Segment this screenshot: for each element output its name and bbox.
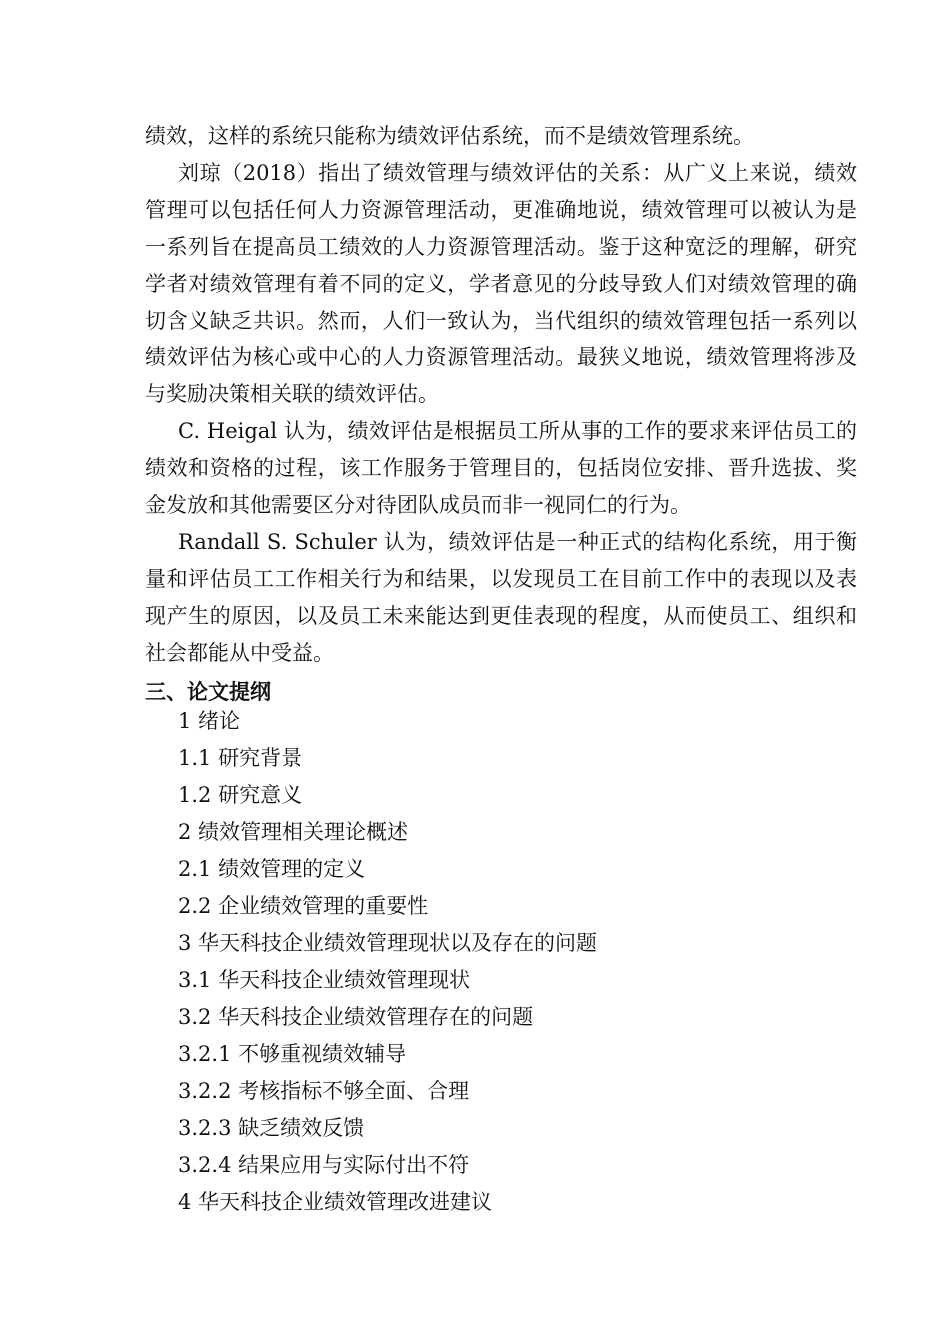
outline-item: 4 华天科技企业绩效管理改进建议 (178, 1190, 493, 1214)
outline-list (178, 703, 597, 1221)
outline-item: 1.2 研究意义 (178, 783, 303, 807)
paragraph-heigal: C. Heigal 认为，绩效评估是根据员工所从事的工作的要求来评估员工的绩效和资格的过程，该工作服务于管理目的，包括岗位安排、晋升选拔、奖金发放和其他需要区分对待团队成员而非一视同仁的行为。 (145, 419, 857, 518)
section-heading-outline: 三、论文提纲 (145, 680, 271, 704)
outline-item: 3.2.1 不够重视绩效辅导 (178, 1042, 407, 1066)
paragraph-liu-qiong: 刘琼（2018）指出了绩效管理与绩效评估的关系：从广义上来说，绩效管理可以包括任何人力资源管理活动，更准确地说，绩效管理可以被认为是一系列旨在提高员工绩效的人力资源管理活动。鉴于这种宽泛的理解，研究学者对绩效管理有着不同的定义，学者意见的分歧导致人们对绩效管理的确切含义缺乏共识。然而，人们一致认为，当代组织的绩效管理包括一系列以绩效评估为核心或中心的人力资源管理活动。最狭义地说，绩效管理将涉及与奖励决策相关联的绩效评估。 (145, 160, 857, 407)
outline-item: 3.1 华天科技企业绩效管理现状 (178, 968, 471, 992)
body-text (145, 118, 857, 672)
paragraph-schuler: Randall S. Schuler 认为，绩效评估是一种正式的结构化系统，用于衡量和评估员工工作相关行为和结果，以发现员工在目前工作中的表现以及表现产生的原因，以及员工未来能达到更佳表现的程度，从而使员工、组织和社会都能从中受益。 (145, 529, 857, 665)
outline-item: 1.1 研究背景 (178, 746, 303, 770)
outline-item: 3 华天科技企业绩效管理现状以及存在的问题 (178, 931, 598, 955)
outline-item: 2.1 绩效管理的定义 (178, 857, 366, 881)
paragraph-continuation: 绩效，这样的系统只能称为绩效评估系统，而不是绩效管理系统。 (145, 124, 754, 148)
outline-item: 1 绪论 (178, 709, 241, 733)
outline-item: 3.2.2 考核指标不够全面、合理 (178, 1079, 470, 1103)
outline-item: 3.2 华天科技企业绩效管理存在的问题 (178, 1005, 534, 1029)
outline-item: 3.2.4 结果应用与实际付出不符 (178, 1153, 470, 1177)
outline-item: 2.2 企业绩效管理的重要性 (178, 894, 429, 918)
outline-item: 3.2.3 缺乏绩效反馈 (178, 1116, 365, 1140)
outline-item: 2 绩效管理相关理论概述 (178, 820, 409, 844)
